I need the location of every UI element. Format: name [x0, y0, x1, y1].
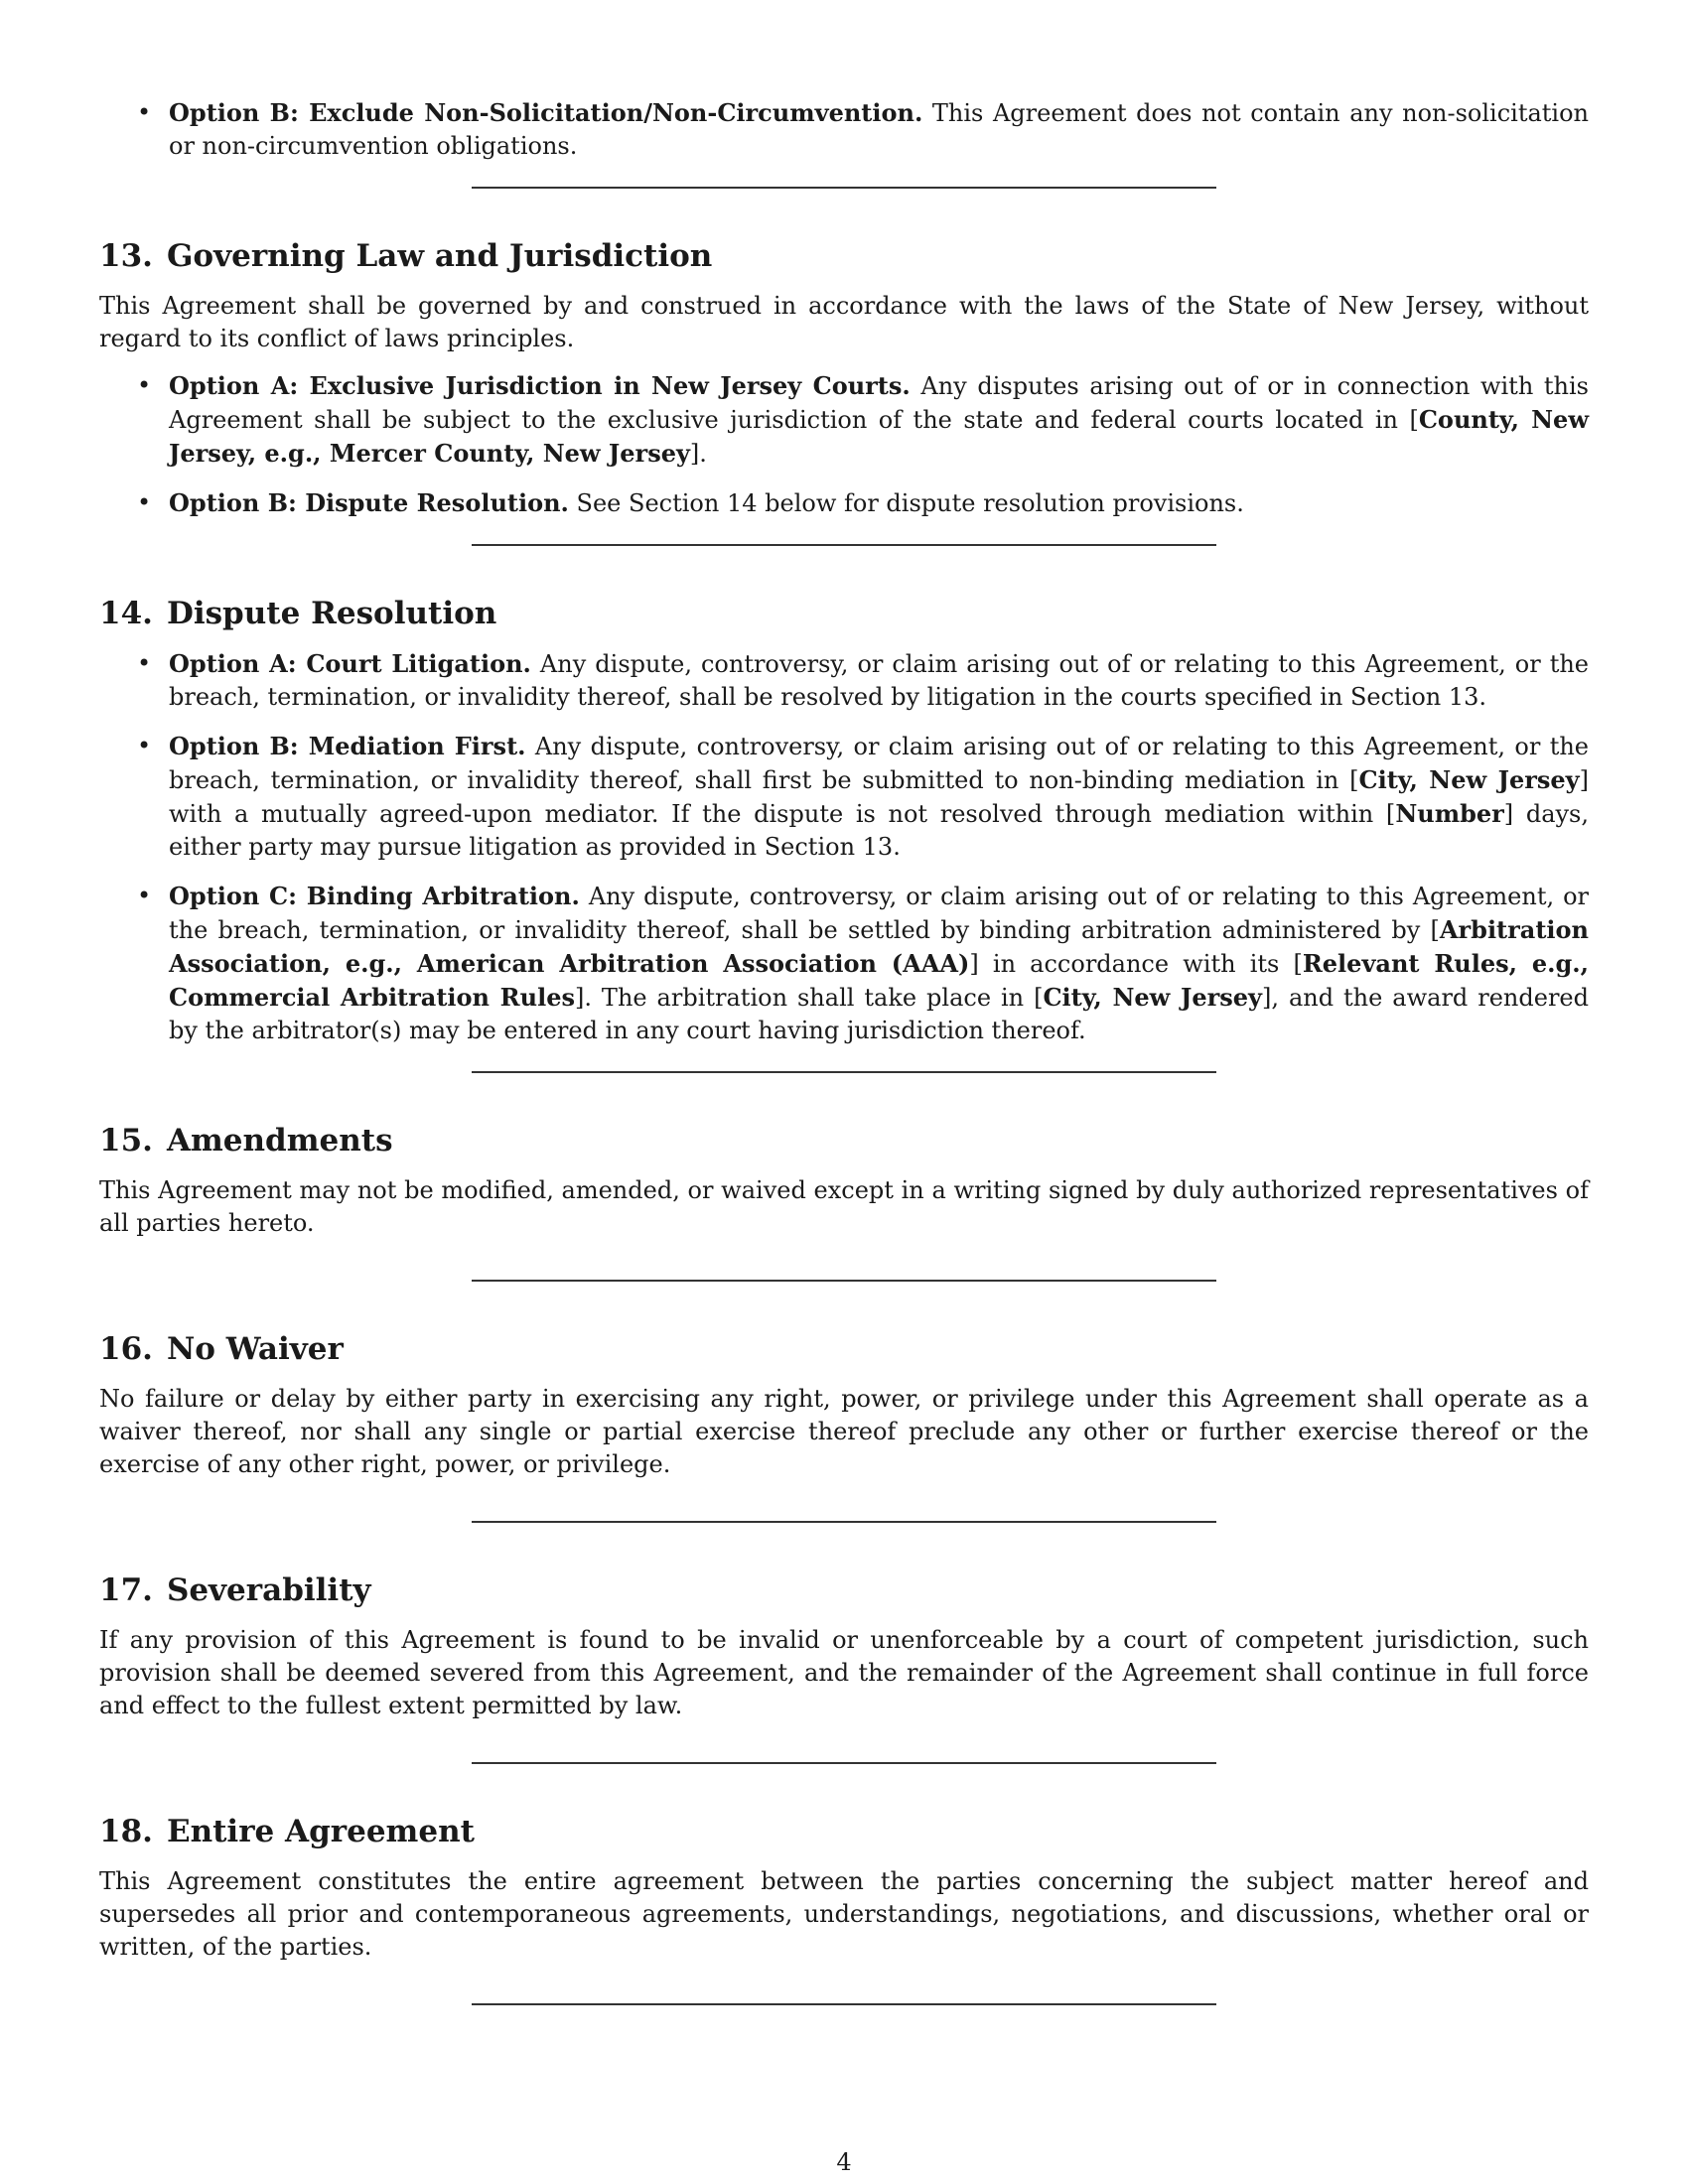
section-number: 13. — [99, 238, 153, 274]
placeholder-rules: Relevant Rules, e.g., Commercial Arbitration Rules — [169, 949, 1589, 1012]
section-divider — [472, 1071, 1216, 1073]
option-text: ] with a mutually agreed-upon mediator. If the dispute is not resolved through mediation within [ — [169, 766, 1589, 828]
option-text: Any dispute, controversy, or claim arising out of or relating to this Agreement, or the breach, termination, or invalidity thereof, shall be settled by binding arbitration administered by [ — [169, 883, 1589, 944]
section-heading — [99, 1570, 1589, 1610]
section-title: Amendments — [166, 1123, 393, 1159]
section-title: Entire Agreement — [166, 1814, 475, 1849]
section-divider — [472, 1521, 1216, 1523]
section-body: This Agreement constitutes the entire agreement between the parties concerning the subject matter hereof and supersedes all prior and contemporaneous agreements, understandings, negotiations, and discussions, whether oral or written, of the parties. — [99, 1867, 1589, 1961]
option-list — [99, 369, 1589, 520]
option-c-item — [99, 880, 1589, 1047]
option-label: Option A: Court Litigation. — [169, 649, 531, 678]
section-number: 16. — [99, 1331, 153, 1367]
section-body: This Agreement shall be governed by and construed in accordance with the laws of the State of New Jersey, without regard to its conflict of laws principles. — [99, 292, 1589, 352]
section-divider — [472, 544, 1216, 546]
section-heading — [99, 1329, 1589, 1369]
section-body: No failure or delay by either party in exercising any right, power, or privilege under this Agreement shall operate as a waiver thereof, nor shall any single or partial exercise thereof preclude any other or further exercise thereof or the exercise of any other right, power, or privilege. — [99, 1385, 1589, 1478]
option-text: ]. The arbitration shall take place in [ — [574, 984, 1044, 1012]
section-title: Dispute Resolution — [166, 596, 497, 631]
option-label: Option B: Dispute Resolution. — [169, 488, 569, 517]
section-heading — [99, 1812, 1589, 1851]
option-a-item — [99, 369, 1589, 471]
placeholder-county: County, New Jersey, e.g., Mercer County, New Jersey — [169, 405, 1589, 468]
section-divider — [472, 2003, 1216, 2005]
section-16 — [99, 1329, 1589, 1481]
page-number: 4 — [836, 2148, 852, 2176]
document-page — [99, 96, 1589, 2053]
intro-option-list — [99, 96, 1589, 163]
section-18 — [99, 1812, 1589, 1964]
section-17 — [99, 1570, 1589, 1722]
option-b-item — [99, 486, 1589, 520]
section-body: If any provision of this Agreement is found to be invalid or unenforceable by a court of competent jurisdiction, such provision shall be deemed severed from this Agreement, and the remainder of the Agreement shall continue in full force and effect to the fullest extent permitted by law. — [99, 1626, 1589, 1719]
placeholder-city: City, New Jersey — [1043, 983, 1262, 1012]
section-heading — [99, 236, 1589, 276]
section-title: Governing Law and Jurisdiction — [166, 238, 713, 274]
section-title: Severability — [166, 1572, 371, 1608]
option-text: ], and the award rendered by the arbitrator(s) may be entered in any court having jurisdiction thereof. — [169, 984, 1589, 1044]
section-divider — [472, 187, 1216, 189]
section-heading — [99, 594, 1589, 633]
section-heading — [99, 1121, 1589, 1160]
option-text-end: ]. — [689, 440, 707, 468]
section-divider — [472, 1762, 1216, 1764]
section-13 — [99, 236, 1589, 520]
section-number: 14. — [99, 596, 153, 631]
section-body: This Agreement may not be modified, amended, or waived except in a writing signed by duly authorized representatives of all parties hereto. — [99, 1176, 1589, 1237]
option-text: See Section 14 below for dispute resolution provisions. — [568, 489, 1244, 517]
option-b-non-solicitation — [99, 96, 1589, 163]
option-list — [99, 647, 1589, 1047]
option-label: Option C: Binding Arbitration. — [169, 882, 580, 910]
option-text: ] in accordance with its [ — [969, 950, 1303, 978]
section-number: 18. — [99, 1814, 153, 1849]
section-title: No Waiver — [166, 1331, 344, 1367]
section-15 — [99, 1121, 1589, 1240]
option-text: Any dispute, controversy, or claim arising out of or relating to this Agreement, or the breach, termination, or invalidity thereof, shall be resolved by litigation in the courts specified in Section 13. — [169, 650, 1589, 711]
option-a-item — [99, 647, 1589, 714]
section-14 — [99, 594, 1589, 1047]
section-divider — [472, 1280, 1216, 1282]
placeholder-city: City, New Jersey — [1358, 765, 1580, 794]
section-number: 17. — [99, 1572, 153, 1608]
option-text: This Agreement does not contain any non-solicitation or non-circumvention obligations. — [169, 99, 1590, 160]
option-label: Option B: Exclude Non-Solicitation/Non-Circumvention. — [169, 98, 923, 127]
option-label: Option B: Mediation First. — [169, 732, 526, 760]
section-number: 15. — [99, 1123, 153, 1159]
option-text: ] days, either party may pursue litigation as provided in Section 13. — [169, 800, 1590, 861]
placeholder-association: Arbitration Association, e.g., American Arbitration Association (AAA) — [169, 915, 1589, 978]
option-label: Option A: Exclusive Jurisdiction in New Jersey Courts. — [169, 371, 911, 400]
option-b-item — [99, 730, 1589, 864]
placeholder-number: Number — [1395, 799, 1504, 828]
option-text: Any disputes arising out of or in connection with this Agreement shall be subject to the exclusive jurisdiction of the state and federal courts located in [ — [169, 372, 1590, 434]
option-text: Any dispute, controversy, or claim arising out of or relating to this Agreement, or the breach, termination, or invalidity thereof, shall first be submitted to non-binding mediation in [ — [169, 733, 1589, 794]
